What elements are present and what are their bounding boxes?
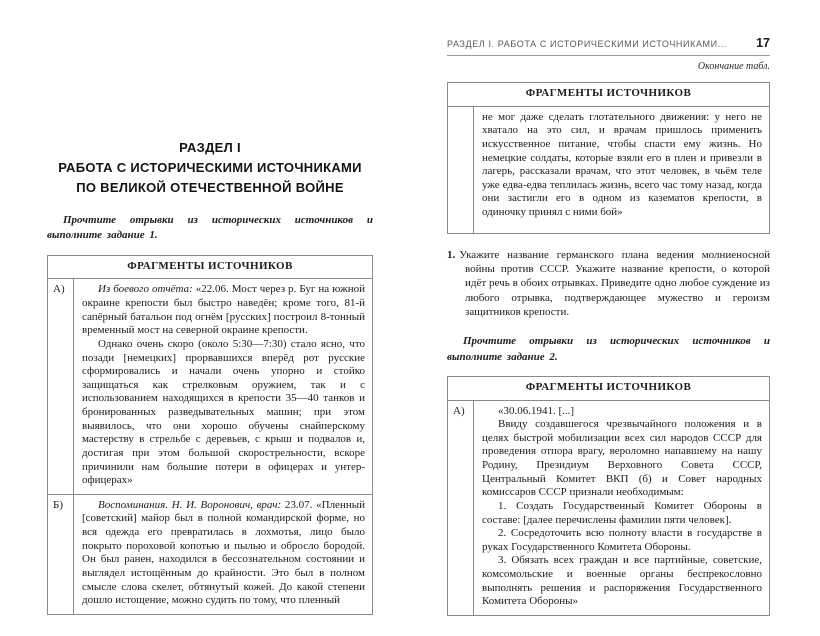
source-paragraph: 2. Сосредоточить всю полноту власти в государстве в руках Государственного Комитета Обороны.: [482, 527, 762, 553]
source-paragraph: Из боевого отчёта: «22.06. Мост через р. Буг на южной окраине крепости был быстро наведён; кроме того, 81-й сапёрный батальон под огнём [русских] построил 8-тонный временный мост на северной окраине крепости.: [82, 283, 365, 337]
source-fragment-b: [74, 495, 372, 614]
section-title-line3: ПО ВЕЛИКОЙ ОТЕЧЕСТВЕННОЙ ВОЙНЕ: [76, 180, 344, 195]
source-fragment-a2: [474, 401, 769, 615]
source-paragraph: не мог даже сделать глотательного движения: у него не хватало на это сил, и врачам пришлось применить искусственное питание, чтобы спасти ему жизнь. Но немецкие солдаты, которые взяли его в плен и привезли в лагерь, рассказали врачам, что этот человек, в чьём теле уже едва-едва теплилась жизнь, всего час тому назад, когда они застигли его в одном из казематов крепости, в одиночку принял с ними бой»: [482, 110, 762, 218]
instruction-task2: Прочтите отрывки из исторических источников и выполните задание 2.: [447, 335, 770, 363]
table-header: ФРАГМЕНТЫ ИСТОЧНИКОВ: [448, 83, 769, 107]
source-paragraph: Однако очень скоро (около 5:30—7:30) стало ясно, что позади [немецких] прорвавшихся вперёд рот русские сформировались и начали очень упорно и стойко защищаться как стрелковым оружием, так и с использованием находящихся в крепости 35—40 танков и бронированных разведывательных машин; при этом выявилось, что они хорошо обучены снайперскому мастерству в стрельбе с деревьев, с крыш и подвалов и, достигая при этом большой скорострельности, вскоре причинили нам большие потери в офицерах и унтер-офицерах»: [82, 337, 365, 487]
sources-table-task1: [47, 255, 373, 615]
source-paragraph: 3. Обязать всех граждан и все партийные, советские, комсомольские и военные органы беспрекословно выполнять решения и распоряжения Государственного Комитета Обороны»: [482, 554, 762, 608]
section-title-line2: РАБОТА С ИСТОРИЧЕСКИМИ ИСТОЧНИКАМИ: [58, 160, 362, 175]
sources-table-continuation: [447, 82, 770, 234]
section-title: [47, 138, 373, 198]
row-label: [448, 107, 474, 233]
source-fragment-continuation: [474, 107, 769, 233]
source-paragraph: «30.06.1941. [...]: [498, 404, 575, 417]
running-head-title: РАЗДЕЛ I. РАБОТА С ИСТОРИЧЕСКИМИ ИСТОЧНИКАМИ...: [447, 39, 728, 49]
source-paragraph: 1. Создать Государственный Комитет Обороны в составе: [далее перечислены фамилии пяти человек].: [482, 499, 762, 526]
source-paragraph: Ввиду создавшегося чрезвычайного положения и в целях быстрой мобилизации всех сил народов СССР для проведения отпора врагу, вероломно напавшему на нашу Родину, Президиум Верховного Совета СССР, Центральный Комитет ВКП (б) и Совет народных комиссаров СССР признали необходимым:: [482, 418, 762, 499]
row-label: Б): [48, 495, 74, 614]
table-header: ФРАГМЕНТЫ ИСТОЧНИКОВ: [48, 256, 372, 280]
right-page: [447, 0, 770, 616]
task-number: 1.: [447, 248, 456, 261]
sources-table-task2: [447, 376, 770, 616]
table-header: ФРАГМЕНТЫ ИСТОЧНИКОВ: [448, 377, 769, 401]
left-page: [47, 0, 373, 615]
running-head: [447, 36, 770, 56]
table-row: [48, 494, 372, 614]
table-continuation-note: Окончание табл.: [697, 61, 770, 72]
table-row: [48, 279, 372, 493]
task-1: [447, 248, 770, 319]
source-type-label: Из боевого отчёта:: [98, 283, 193, 296]
table-row: [448, 107, 769, 233]
row-label: А): [448, 401, 474, 615]
table-row: [448, 401, 769, 615]
instruction-task1: Прочтите отрывки из исторических источников и выполните задание 1.: [47, 214, 373, 242]
source-paragraph: Воспоминания. Н. И. Воронович, врач: 23.07. «Пленный [советский] майор был в полной командирской форме, но вся одежда его превратилась в лохмотья, лицо было покрыто пороховой копотью и пылью и обросло бородой. Он был ранен, находился в бессознательном состоянии и выглядел истощённым до крайности. Это был в полном смысле слова скелет, обтянутый кожей. До какой степени дошло истощение, можно судить по тому, что пленный: [82, 498, 365, 607]
section-title-line1: РАЗДЕЛ I: [179, 140, 241, 155]
row-label: А): [48, 279, 74, 493]
page-number: 17: [756, 36, 770, 50]
source-fragment-a: [74, 279, 372, 493]
source-type-label: Воспоминания. Н. И. Воронович, врач:: [98, 498, 282, 511]
task-text: Укажите название германского плана ведения молниеносной войны против СССР. Укажите название крепости, о которой идёт речь в обоих отрывках. Приведите одно любое суждение из любого отрывка, подтверждающее мужество и героизм защитников крепости.: [459, 248, 770, 318]
